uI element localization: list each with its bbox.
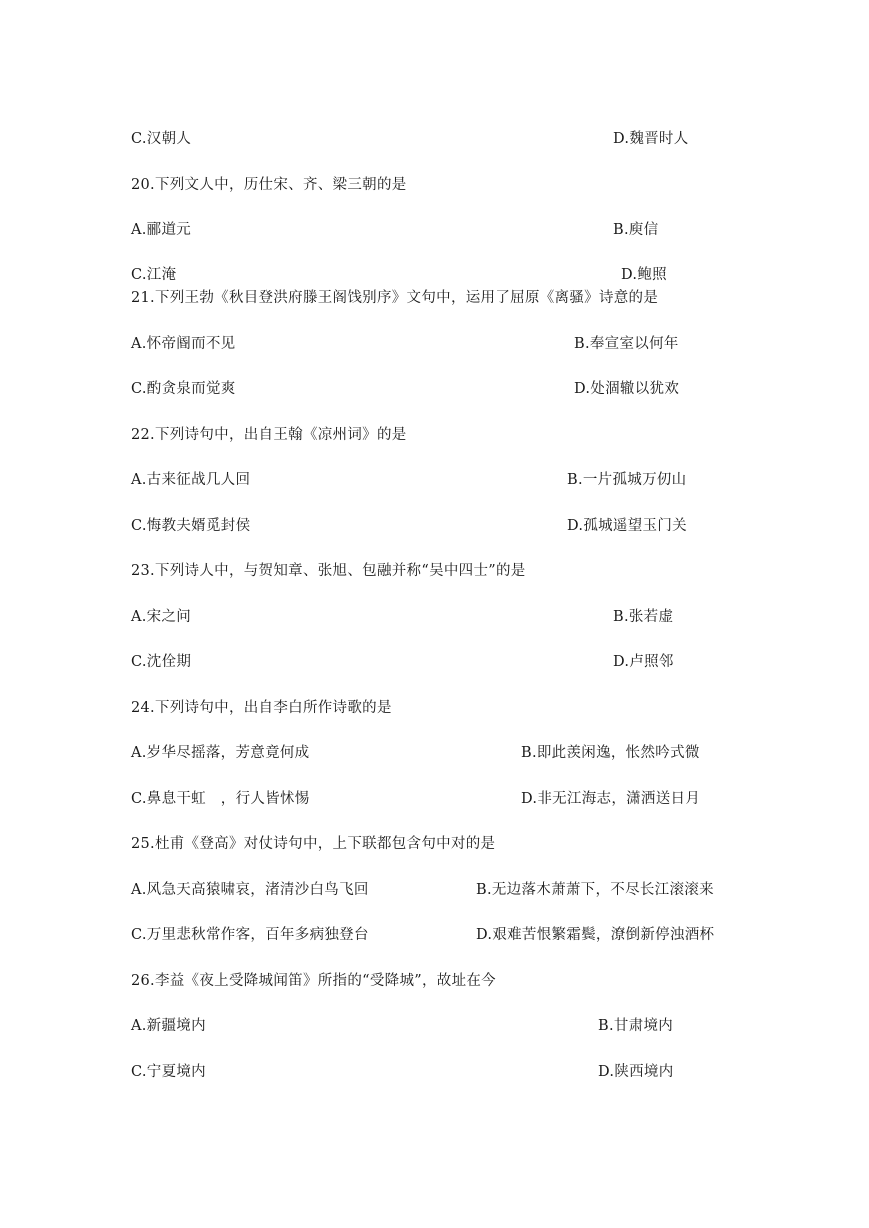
option-d-q20: D.鲍照 [621,267,667,283]
option-b-q21: B.奉宣室以何年 [574,336,679,352]
option-b-q23: B.张若虚 [613,609,674,625]
option-b-q24: B.即此羡闲逸，怅然吟式微 [521,745,700,761]
option-b-q20: B.庾信 [613,222,659,238]
option-c-q21: C.酌贪泉而觉爽 [131,381,236,397]
question-26: 26.李益《夜上受降城闻笛》所指的“受降城”，故址在今 [131,973,496,989]
option-a-q22: A.古来征战几人回 [131,472,251,488]
option-d-q24: D.非无江海志，潇洒送日月 [521,791,701,807]
option-a-q26: A.新疆境内 [131,1018,206,1034]
option-c-q20: C.江淹 [131,267,177,283]
option-c-q19: C.汉朝人 [131,131,192,147]
option-d-q23: D.卢照邻 [613,654,674,670]
option-d-q21: D.处涸辙以犹欢 [574,381,680,397]
question-23: 23.下列诗人中，与贺知章、张旭、包融并称“吴中四士”的是 [131,563,526,579]
question-20: 20.下列文人中，历仕宋、齐、梁三朝的是 [131,177,407,193]
option-b-q22: B.一片孤城万仞山 [567,472,687,488]
option-d-q26: D.陕西境内 [598,1064,674,1080]
option-a-q23: A.宋之问 [131,609,192,625]
option-c-q22: C.悔教夫婿觅封侯 [131,518,251,534]
question-22: 22.下列诗句中，出自王翰《凉州词》的是 [131,427,407,443]
option-c-q26: C.宁夏境内 [131,1064,206,1080]
option-d-q25: D.艰难苦恨繁霜鬓，潦倒新停浊酒杯 [476,927,715,943]
option-b-q26: B.甘肃境内 [598,1018,674,1034]
option-d-q22: D.孤城遥望玉门关 [567,518,687,534]
question-24: 24.下列诗句中，出自李白所作诗歌的是 [131,700,392,716]
option-a-q21: A.怀帝阍而不见 [131,336,236,352]
question-21: 21.下列王勃《秋目登洪府滕王阁饯别序》文句中，运用了屈原《离骚》诗意的是 [131,290,659,306]
option-c-q24: C.鼻息干虹 ，行人皆怵惕 [131,791,310,807]
option-a-q24: A.岁华尽摇落，芳意竟何成 [131,745,310,761]
option-a-q25: A.风急天高猿啸哀，渚清沙白鸟飞回 [131,882,369,898]
option-c-q23: C.沈佺期 [131,654,192,670]
option-b-q25: B.无边落木萧萧下，不尽长江滚滚来 [476,882,714,898]
option-a-q20: A.郦道元 [131,222,192,238]
option-d-q19: D.魏晋时人 [613,131,689,147]
option-c-q25: C.万里悲秋常作客，百年多病独登台 [131,927,369,943]
question-25: 25.杜甫《登高》对仗诗句中，上下联都包含句中对的是 [131,836,496,852]
